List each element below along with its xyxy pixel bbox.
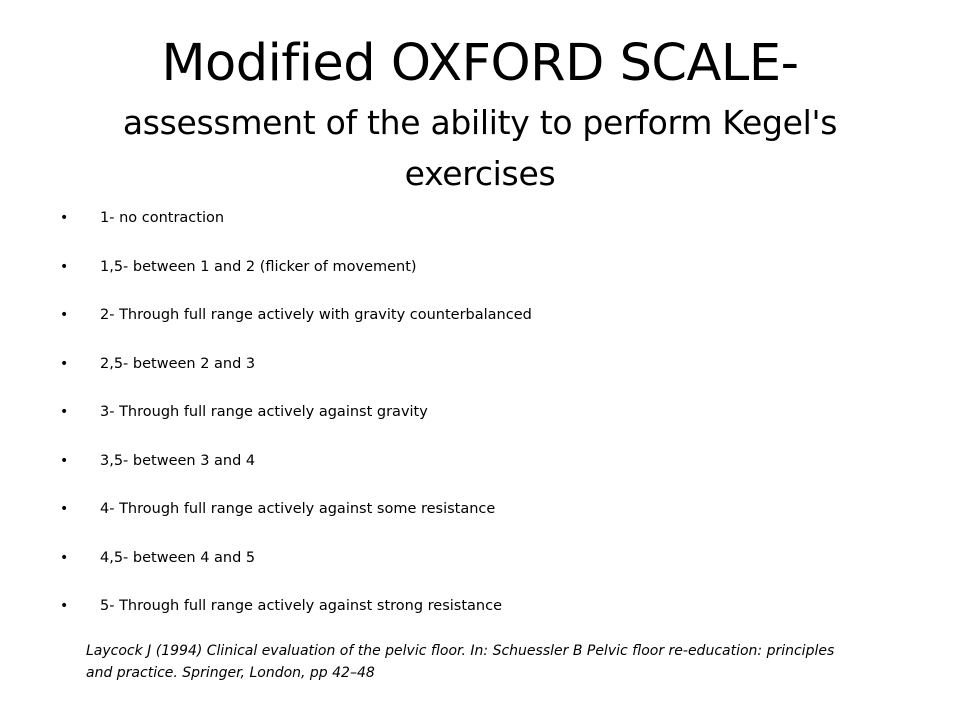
title-main: Modified OXFORD SCALE- (161, 34, 799, 93)
bullet-dot-icon: • (60, 258, 69, 275)
bullet-dot-icon: • (60, 210, 69, 226)
bullet-text: 3,5- between 3 and 4 (100, 452, 256, 469)
bullet-item (60, 594, 880, 618)
bullet-text: 1- no contraction (100, 210, 225, 226)
bullet-item (60, 206, 880, 230)
bullet-dot-icon: • (60, 355, 69, 372)
bullet-dot-icon: • (60, 452, 69, 469)
bullet-item (60, 303, 880, 327)
bullet-text: 2- Through full range actively with gravity counterbalanced (100, 307, 532, 323)
bullet-item (60, 449, 880, 473)
bullet-item (60, 400, 880, 424)
title-subtitle: assessment of the ability to perform Kegel's exercises (122, 103, 838, 193)
slide-title (60, 34, 900, 199)
citation: Laycock J (1994) Clinical evaluation of the pelvic floor. In: Schuessler B Pelvic floor re-education: principles and practice. Springer, London, pp 42–48 (86, 643, 835, 681)
bullet-text: 5- Through full range actively against strong resistance (100, 598, 502, 614)
bullet-text: 4,5- between 4 and 5 (100, 549, 256, 566)
bullet-text: 1,5- between 1 and 2 (flicker of movement) (100, 258, 417, 275)
bullet-item (60, 255, 880, 279)
bullet-text: 4- Through full range actively against some resistance (100, 501, 496, 517)
bullet-dot-icon: • (60, 501, 69, 517)
bullet-dot-icon: • (60, 307, 69, 323)
bullet-list (60, 206, 880, 643)
bullet-item (60, 352, 880, 376)
bullet-text: 2,5- between 2 and 3 (100, 355, 256, 372)
bullet-dot-icon: • (60, 549, 69, 566)
bullet-dot-icon: • (60, 404, 69, 420)
bullet-item (60, 497, 880, 521)
bullet-text: 3- Through full range actively against gravity (100, 404, 428, 420)
bullet-dot-icon: • (60, 598, 69, 614)
bullet-item (60, 546, 880, 570)
